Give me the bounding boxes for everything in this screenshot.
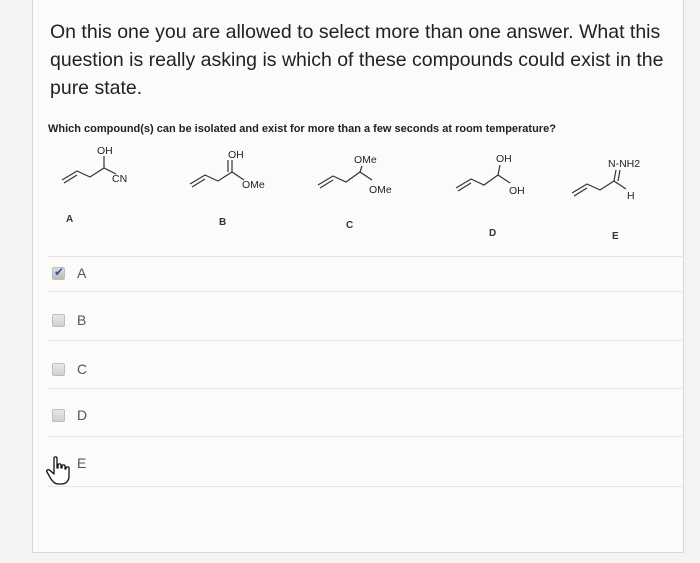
molecule-d (456, 165, 510, 191)
molecule-e-top-label: N-NH2 (608, 158, 641, 170)
divider (48, 291, 682, 292)
option-d-label: D (77, 407, 88, 423)
hand-pointer-icon (46, 456, 72, 486)
option-c[interactable] (52, 360, 87, 378)
option-c-label: C (77, 361, 88, 377)
divider (48, 340, 682, 341)
molecule-structures (0, 0, 700, 250)
option-d-checkbox[interactable] (52, 409, 65, 422)
option-d[interactable] (52, 406, 87, 424)
molecule-c (318, 166, 372, 188)
molecule-d-top-label: OH (496, 153, 512, 165)
molecule-a-letter: A (66, 214, 74, 225)
molecule-b-side-label: OMe (242, 179, 265, 191)
molecule-a (62, 156, 116, 183)
divider (48, 486, 682, 487)
option-c-checkbox[interactable] (52, 363, 65, 376)
molecule-c-side-label: OMe (369, 184, 392, 196)
molecule-a-side-label: CN (112, 173, 128, 185)
option-a-checkbox[interactable] (52, 264, 65, 280)
molecule-e-side-label: H (627, 190, 635, 202)
option-e-label: E (77, 455, 87, 471)
instructions-text: On this one you are allowed to select more than one answer. What this question is really asking is which of these compounds could exist in the pure state. (50, 21, 664, 99)
molecule-e (572, 170, 626, 196)
option-a[interactable] (52, 264, 86, 282)
molecule-b-letter: B (219, 217, 227, 228)
divider (48, 388, 682, 389)
divider (48, 256, 682, 257)
question-prompt: Which compound(s) can be isolated and exist for more than a few seconds at room temperature? (48, 123, 556, 135)
option-b[interactable] (52, 311, 86, 329)
molecule-c-letter: C (346, 220, 354, 231)
option-b-checkbox[interactable] (52, 314, 65, 327)
option-a-label: A (77, 265, 87, 281)
molecule-e-letter: E (612, 231, 619, 242)
molecule-b (190, 160, 244, 187)
molecule-d-letter: D (489, 228, 497, 239)
divider (48, 436, 682, 437)
molecule-b-top-label: OH (228, 149, 244, 161)
molecule-a-top-label: OH (97, 145, 113, 157)
option-b-label: B (77, 312, 87, 328)
checkmark-icon: ✔ (54, 264, 65, 279)
molecule-d-side-label: OH (509, 185, 525, 197)
molecule-c-top-label: OMe (354, 154, 377, 166)
